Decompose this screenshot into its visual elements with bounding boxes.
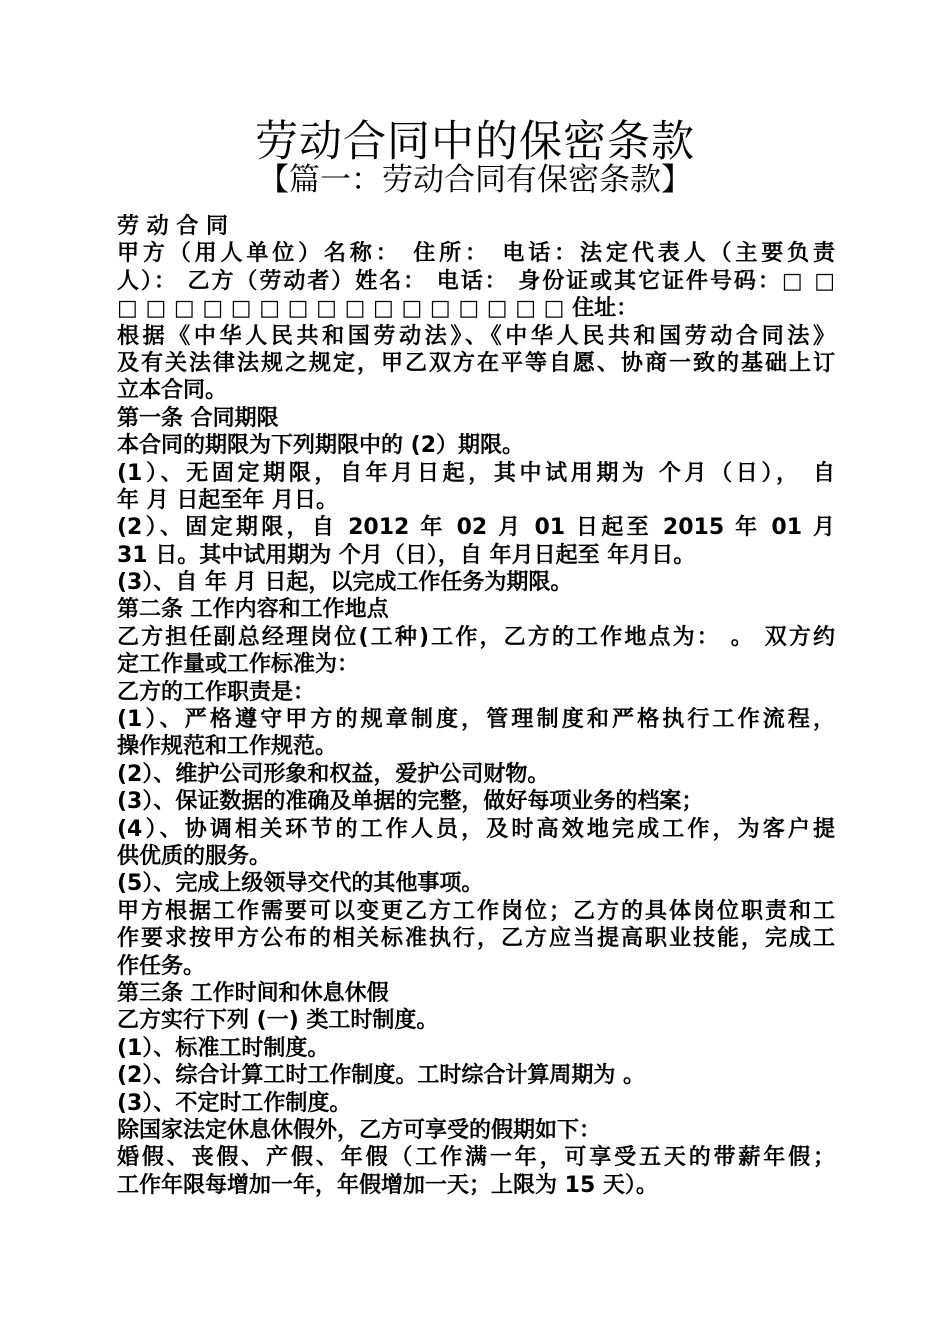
text-line: 婚假、丧假、产假、年假（工作满一年，可享受五天的带薪年假； — [117, 1145, 835, 1171]
text-line: (1）、标准工时制度。 — [117, 1035, 330, 1061]
text-line: (5）、完成上级领导交代的其他事项。 — [117, 871, 484, 897]
text-line: 第三条 工作时间和休息休假 — [117, 980, 389, 1006]
text-line: 乙方担任副总经理岗位(工种)工作，乙方的工作地点为： 。 双方约 — [117, 624, 835, 650]
text-line: 第一条 合同期限 — [117, 405, 279, 431]
text-line: (4）、协调相关环节的工作人员，及时高效地完成工作，为客户提 — [117, 816, 835, 842]
text-line: (2）、维护公司形象和权益，爱护公司财物。 — [117, 761, 550, 787]
text-line: 供优质的服务。 — [117, 843, 272, 869]
text-line: (3）、保证数据的准确及单据的完整，做好每项业务的档案； — [117, 789, 704, 815]
text-line: 工作年限每增加一年，年假增加一天；上限为 15 天）。 — [117, 1172, 658, 1198]
text-line: (1）、无固定期限，自年月日起，其中试用期为 个月（日）， 自 — [117, 460, 835, 486]
text-line: 立本合同。 — [117, 378, 228, 404]
contract-body — [117, 213, 835, 1199]
text-line: 除国家法定休息休假外，乙方可享受的假期如下： — [117, 1117, 602, 1143]
text-line: (2）、固定期限，自 2012 年 02 月 01 日起至 2015 年 01 月 — [117, 515, 835, 541]
text-line: (3）、自 年 月 日起，以完成工作任务为期限。 — [117, 570, 573, 596]
document-title: 劳动合同中的保密条款 — [255, 117, 695, 167]
text-line: 乙方的工作职责是： — [117, 679, 316, 705]
text-line: 人）： 乙方（劳动者）姓名： 电话： 身份证或其它证件号码：□ □ — [117, 268, 835, 294]
text-line: (2）、综合计算工时工作制度。工时综合计算周期为 。 — [117, 1063, 646, 1089]
text-line: 年 月 日起至年 月日。 — [117, 487, 338, 513]
text-line: 甲方根据工作需要可以变更乙方工作岗位；乙方的具体岗位职责和工 — [117, 898, 835, 924]
text-line: (3）、不定时工作制度。 — [117, 1090, 352, 1116]
text-line: 定工作量或工作标准为： — [117, 652, 360, 678]
text-line: (1）、严格遵守甲方的规章制度，管理制度和严格执行工作流程， — [117, 707, 835, 733]
text-line: 及有关法律法规之规定，甲乙双方在平等自愿、协商一致的基础上订 — [117, 350, 835, 376]
text-line: 甲方（用人单位）名称： 住所： 电话：法定代表人（主要负责 — [117, 241, 835, 267]
text-line: 31 日。其中试用期为 个月（日），自 年月日起至 年月日。 — [117, 542, 696, 568]
text-line: 劳 动 合 同 — [117, 214, 228, 239]
text-line: 第二条 工作内容和工作地点 — [117, 597, 389, 623]
text-line: 作任务。 — [117, 953, 206, 979]
text-line: 本合同的期限为下列期限中的 (2）期限。 — [117, 433, 525, 459]
document-subtitle: 【篇一：劳动合同有保密条款】 — [258, 162, 692, 198]
text-line: 根据《中华人民共和国劳动法》、《中华人民共和国劳动合同法》 — [117, 323, 835, 349]
text-line: □ □ □ □ □ □ □ □ □ □ □ □ □ □ □ □ 住址： — [117, 296, 639, 322]
text-line: 操作规范和工作规范。 — [117, 734, 338, 760]
text-line: 乙方实行下列 (一) 类工时制度。 — [117, 1008, 439, 1034]
text-line: 作要求按甲方公布的相关标准执行，乙方应当提高职业技能，完成工 — [117, 926, 835, 952]
